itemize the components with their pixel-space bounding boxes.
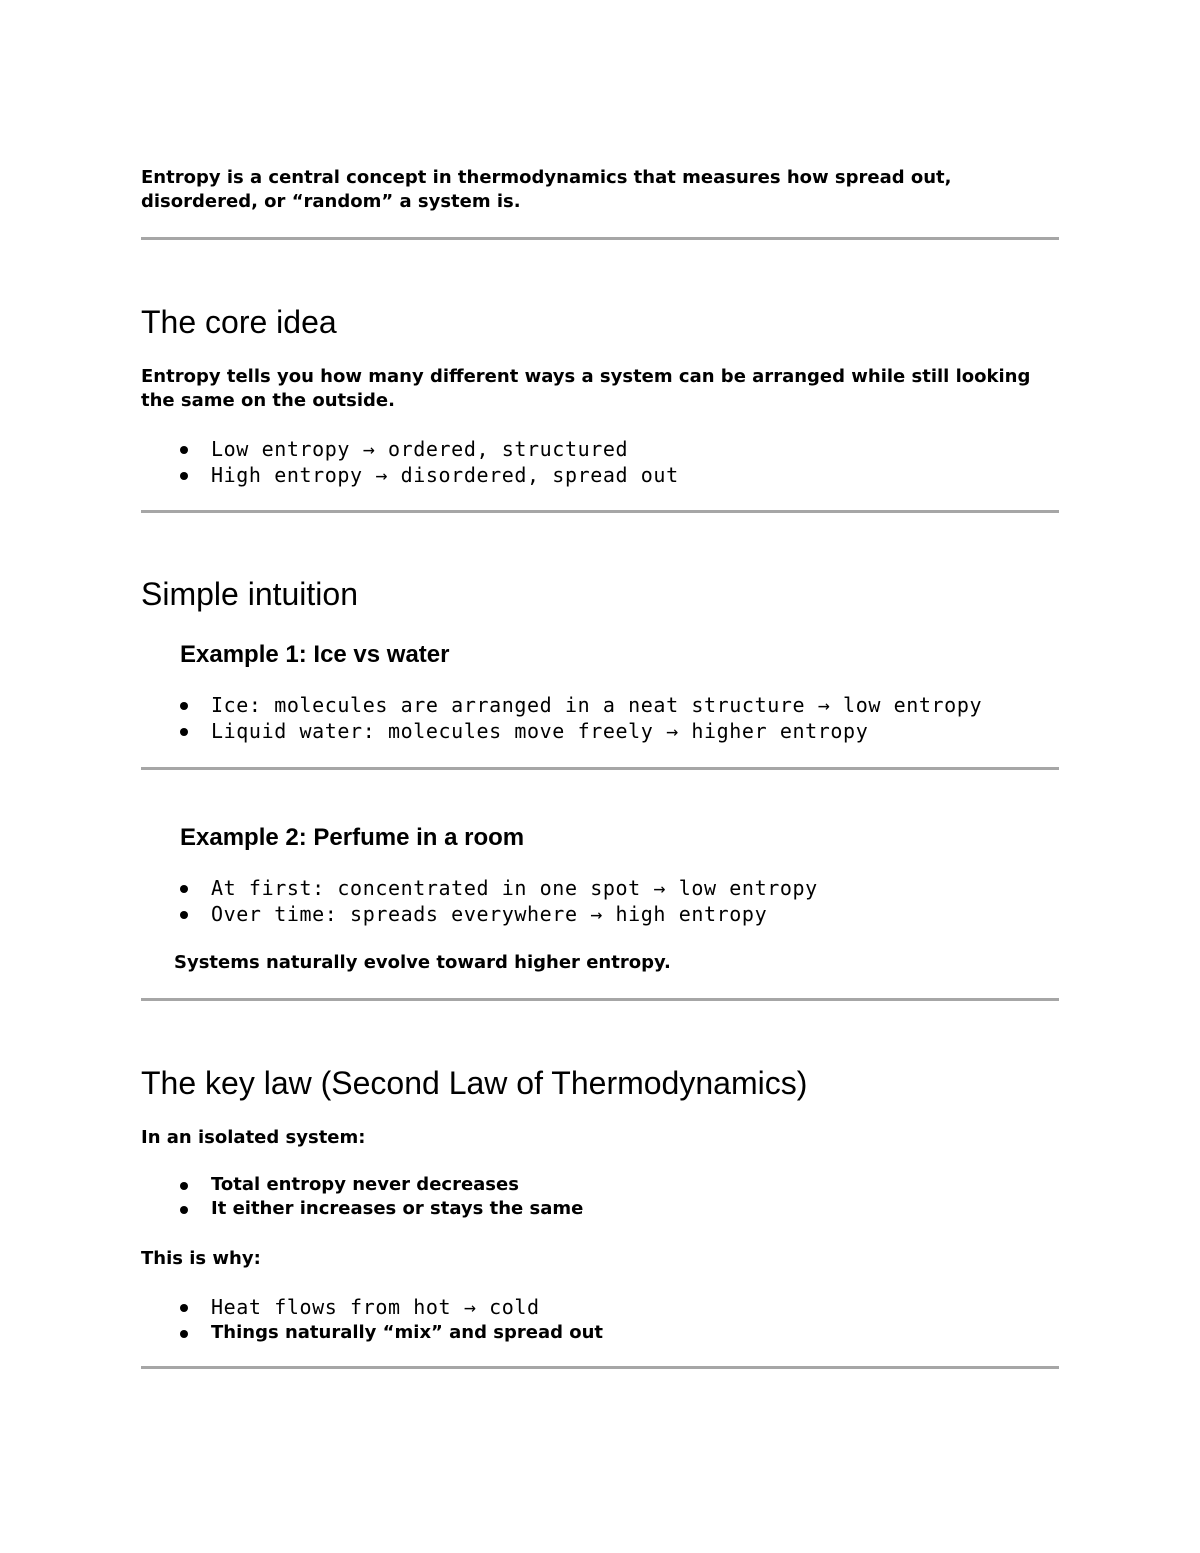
bullet-icon — [180, 885, 188, 893]
list-item — [141, 1173, 583, 1197]
list-item-text: Liquid water: molecules move freely → higher entropy — [211, 719, 869, 743]
list-item-text: It either increases or stays the same — [211, 1198, 584, 1219]
bullet-icon — [180, 911, 188, 919]
list-item-text: Ice: molecules are arranged in a neat structure → low entropy — [211, 693, 983, 717]
example-2-conclusion: Systems naturally evolve toward higher entropy. — [174, 952, 671, 973]
bullet-icon — [180, 1206, 188, 1214]
law-lead-text: In an isolated system: — [141, 1127, 366, 1148]
example-2-heading: Example 2: Perfume in a room — [180, 824, 525, 851]
example-1-list — [141, 692, 982, 744]
divider — [141, 510, 1059, 513]
bullet-icon — [180, 472, 188, 480]
core-idea-paragraph: Entropy tells you how many different ways a system can be arranged while still looking the same on the outside. — [141, 366, 1031, 411]
divider — [141, 767, 1059, 770]
divider — [141, 237, 1059, 240]
list-item — [141, 462, 679, 488]
bullet-icon — [180, 702, 188, 710]
list-item-text: High entropy → disordered, spread out — [211, 463, 679, 487]
law-why-text: This is why: — [141, 1248, 261, 1269]
law-list — [141, 1173, 583, 1221]
divider — [141, 998, 1059, 1001]
list-item — [141, 718, 982, 744]
core-idea-list — [141, 436, 679, 488]
example-2-list — [141, 875, 818, 927]
list-item-text: Total entropy never decreases — [211, 1174, 519, 1195]
list-item — [141, 901, 818, 927]
section-heading-key-law: The key law (Second Law of Thermodynamics) — [141, 1065, 808, 1101]
list-item-text: Over time: spreads everywhere → high entropy — [211, 902, 768, 926]
list-item — [141, 436, 679, 462]
list-item — [141, 1320, 603, 1346]
list-item-text: Heat flows from hot → cold — [211, 1295, 540, 1319]
list-item — [141, 1197, 583, 1221]
bullet-icon — [180, 1182, 188, 1190]
section-heading-core-idea: The core idea — [141, 304, 337, 340]
section-heading-simple-intuition: Simple intuition — [141, 576, 358, 612]
list-item — [141, 1294, 603, 1320]
list-item — [141, 875, 818, 901]
bullet-icon — [180, 728, 188, 736]
bullet-icon — [180, 1330, 188, 1338]
bullet-icon — [180, 446, 188, 454]
list-item-text: Things naturally “mix” and spread out — [211, 1322, 604, 1343]
list-item-text: At first: concentrated in one spot → low entropy — [211, 876, 818, 900]
example-1-heading: Example 1: Ice vs water — [180, 641, 450, 668]
law-why-list — [141, 1294, 603, 1346]
bullet-icon — [180, 1304, 188, 1312]
list-item-text: Low entropy → ordered, structured — [211, 437, 629, 461]
list-item — [141, 692, 982, 718]
intro-paragraph: Entropy is a central concept in thermodynamics that measures how spread out, disordered, or “random” a system is. — [141, 167, 952, 212]
divider — [141, 1366, 1059, 1369]
